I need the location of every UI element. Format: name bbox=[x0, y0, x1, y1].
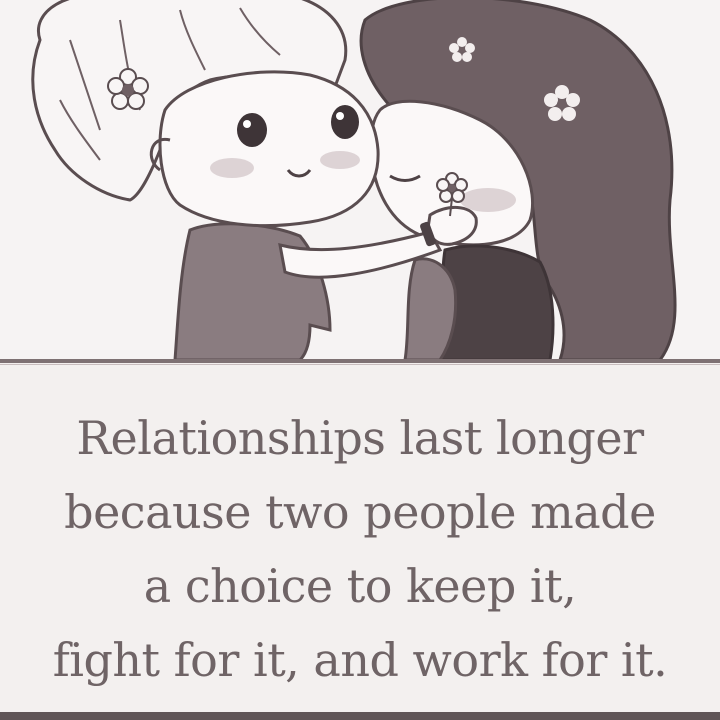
girl-arm bbox=[405, 259, 456, 360]
boy-left-eye-shine bbox=[243, 120, 251, 128]
quote-panel bbox=[0, 365, 720, 712]
boy-shirt bbox=[175, 224, 330, 360]
divider-line bbox=[0, 359, 720, 363]
quote-line-3: a choice to keep it, bbox=[143, 559, 577, 613]
bottom-border bbox=[0, 712, 720, 720]
quote-line-4: fight for it, and work for it. bbox=[52, 633, 668, 687]
quote-line-2: because two people made bbox=[64, 485, 656, 539]
girl-blush bbox=[460, 188, 516, 212]
quote-line-1: Relationships last longer bbox=[76, 411, 644, 465]
boy-face bbox=[160, 72, 378, 226]
quote-text bbox=[0, 401, 720, 697]
boy-right-blush bbox=[320, 151, 360, 169]
boy-left-eye bbox=[237, 113, 267, 147]
boy-right-eye-shine bbox=[336, 112, 344, 120]
boy-left-blush bbox=[210, 158, 254, 178]
boy-right-eye bbox=[331, 105, 359, 139]
